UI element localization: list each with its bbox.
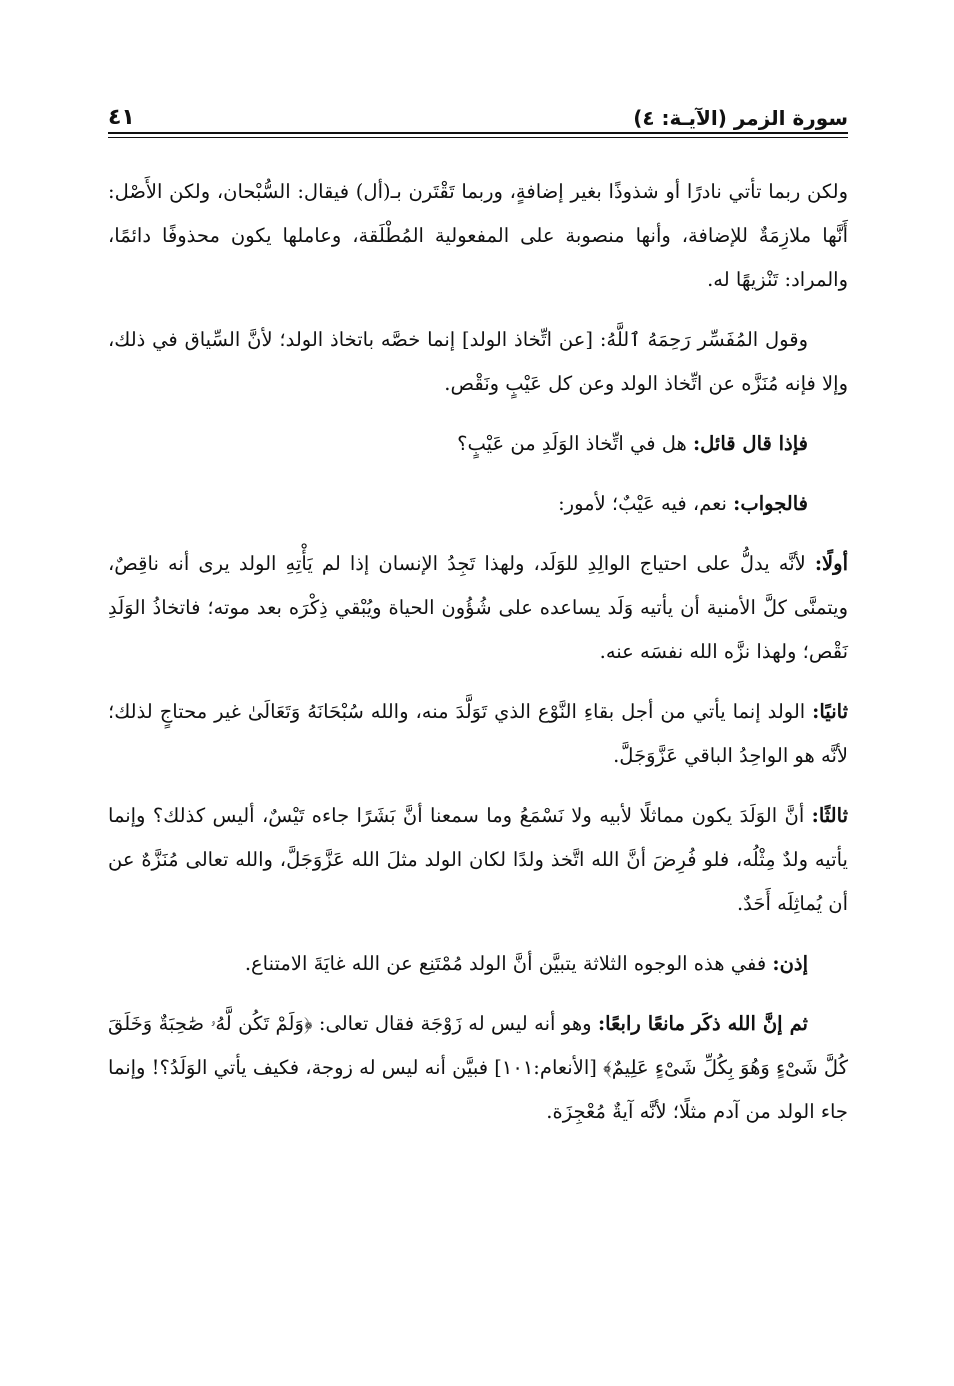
page-number: ٤١ (108, 105, 135, 130)
paragraph: إذن: ففي هذه الوجوه الثلاثة يتبيَّن أنَّ الولد مُمْتَنِع عن الله غايَةَ الامتناع. (244, 952, 808, 975)
paragraph-lead: ثم إنَّ الله ذكَر مانعًا رابعًا: (597, 1012, 808, 1035)
paragraph: وقول المُفَسِّر رَحِمَهُ ٱللَّهُ: [عن اتِّخاذ الولد] إنما خصَّه باتخاذ الولد؛ لأنَّ السِّياق في ذلك، وإلا فإنه مُنَزَّه عن اتِّخاذ الولد وعن كل عَيْبٍ ونَقْص. (108, 328, 848, 395)
paragraph-lead: فإذا قال قائل: (692, 432, 808, 455)
page-header (108, 92, 848, 130)
paragraph: أولًا: لأنَّه يدلُّ على احتياج الوالِدِ للوَلَد، ولهذا تَجِدُ الإنسان إذا لم يَأْتِهِ الولد يرى أنه ناقِصٌ، ويتمنَّى كلَّ الأمنية أن يأتيه وَلَد يساعده على شُؤُون الحياة ويُبْقي ذِكْرَه بعد موته؛ فاتخاذُ الوَلَدِ نَقْص؛ ولهذا نزَّه الله نفسَه عنه. (108, 552, 848, 663)
paragraph: ولكن ربما تأتي نادرًا أو شذوذًا بغير إضافةٍ، وربما تَقْتَرن بـ(أل) فيقال: السُّبْحان، ولكن الأَصْل: أَنَّها ملازِمَةٌ للإضافة، وأنها منصوبة على المفعولية المُطْلَقة، وعاملها يكون محذوفًا دائمًا، والمراد: تَنْزيهًا له. (108, 180, 848, 291)
page-body (108, 170, 848, 1150)
header-rule-thin (108, 137, 848, 138)
paragraph-lead: فالجواب: (733, 492, 808, 515)
paragraph-lead: إذن: (772, 952, 808, 975)
paragraph: ثالثًا: أنَّ الوَلَدَ يكون مماثلًا لأبيه ولا نَسْمَعُ وما سمعنا أنَّ بَشَرًا جاءه تَيْسٌ، أليس كذلك؟ وإنما يأتيه ولدٌ مِثْلُه، فلو فُرِضَ أنَّ الله اتَّخذ ولدًا لكان الولد مثلَ الله عَزَّوَجَلَّ، والله تعالى مُنَزَّهٌ عن أن يُماثِلَه أَحَدٌ. (108, 804, 848, 915)
header-rule (108, 132, 848, 134)
surah-title: سورة الزمر (الآيـة: ٤) (633, 106, 848, 130)
paragraph: ثانيًا: الولد إنما يأتي من أجل بقاءِ النَّوْع الذي تَوَلَّدَ منه، والله سُبْحَانَهُ وَتَعَالَىٰ غير محتاجٍ لذلك؛ لأنَّه هو الواحِدُ الباقي عَزَّوَجَلَّ. (108, 700, 848, 767)
paragraph: ثم إنَّ الله ذكَر مانعًا رابعًا: وهو أنه ليس له زَوْجَة فقال تعالى: ﴿وَلَمْ تَكُن لَّهُۥ صَٰحِبَةٌ وَخَلَقَ كُلَّ شَىْءٍ وَهُوَ بِكُلِّ شَىْءٍ عَلِيمٌ﴾ [الأنعام:١٠١] فبيَّن أنه ليس له زوجة، فكيف يأتي الوَلَدُ؟! وإنما جاء الولد من آدم مثلًا؛ لأنَّه آيةٌ مُعْجِزَة. (108, 1012, 848, 1123)
paragraph: فإذا قال قائل: هل في اتِّخاذ الوَلَدِ من عَيْبٍ؟ (457, 432, 808, 455)
paragraph-lead: ثالثًا: (811, 804, 848, 827)
paragraph-lead: ثانيًا: (812, 700, 848, 723)
paragraph-lead: أولًا: (814, 552, 848, 575)
paragraph: فالجواب: نعم، فيه عَيْبٌ؛ لأمور: (558, 492, 808, 515)
